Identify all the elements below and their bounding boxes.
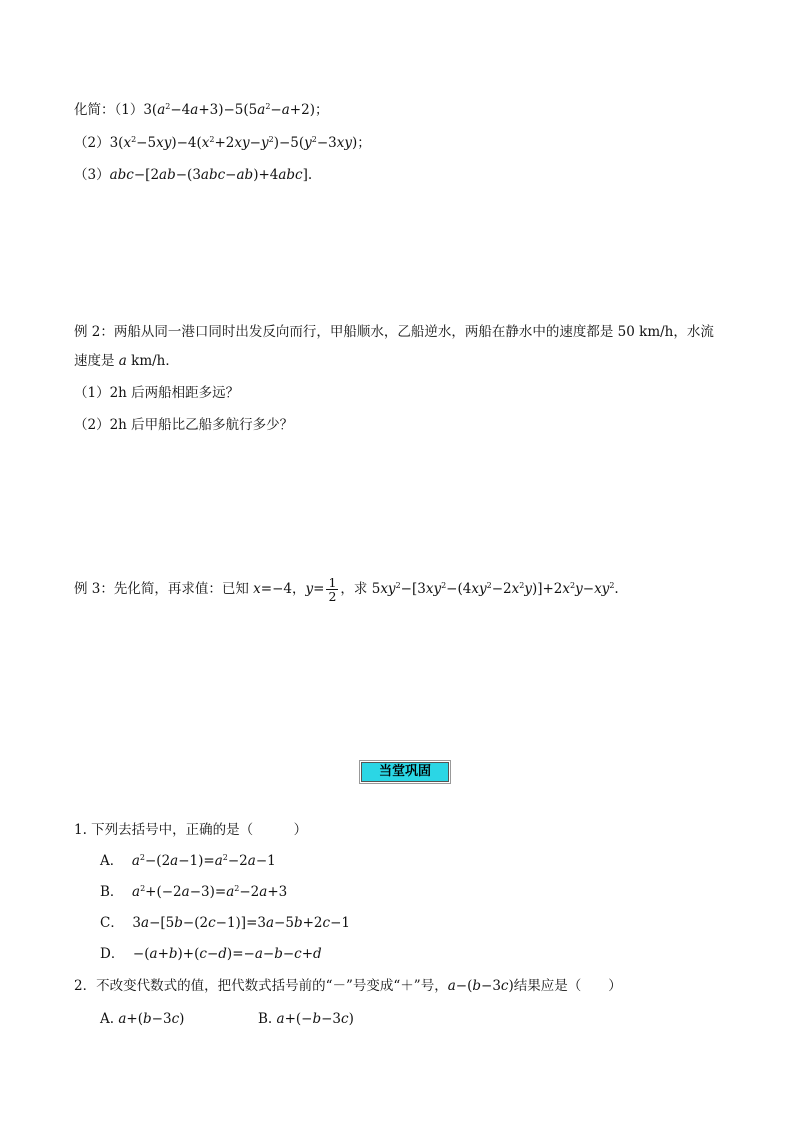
- q2-option-b: B. a+(−b−3c): [258, 1011, 354, 1027]
- q1-option-b: B． $a^2+(-2a-3)=a^2-2a+3$: [100, 884, 288, 900]
- ex2-question-2: （2）2h 后甲船比乙船多航行多少？: [74, 417, 294, 433]
- q1-stem: 1. 下列去括号中，正确的是（ ）: [74, 822, 308, 838]
- q2-stem: 2．不改变代数式的值，把代数式括号前的“－”号变成“＋”号，a−(b−3c)结果应是（ ）: [74, 978, 622, 994]
- ex1-line-2: $(2)3(x^2-5xy)-4(x^2+2xy-y^2)-5(y^2-3xy)$；: [74, 135, 371, 151]
- q1-option-a: A． $a^2-(2a-1)=a^2-2a-1$: [100, 853, 276, 869]
- q2-option-a: A. a+(b−3c): [100, 1011, 185, 1027]
- ex1-line-1: 化简：$(1)3(a^2-4a+3)-5(5a^2-a+2)$；: [74, 102, 329, 118]
- ex2-line-1: 例 2：两船从同一港口同时出发反向而行，甲船顺水，乙船逆水，两船在静水中的速度都是 50 km/h，水流: [74, 324, 714, 340]
- q1-option-d: D． −(a+b)+(c−d)=−a−b−c+d: [100, 946, 322, 962]
- ex3-line: 例 3：先化简，再求值：已知 x=−4，y= $\frac{1}{2}$ ，求 $5xy^2-[3xy^2-(4xy^2-2x^2y)]+2x^2y-xy^2$.: [74, 575, 619, 604]
- ex1-line-3: （3）abc−[2ab−(3abc−ab)+4abc].: [74, 167, 313, 183]
- fraction-one-half: $\frac{1}{2}$: [328, 575, 337, 604]
- section-title-badge: 当堂巩固: [361, 762, 449, 782]
- ex2-question-1: （1）2h 后两船相距多远？: [74, 385, 240, 401]
- q1-option-c: C． 3a−[5b−(2c−1)]=3a−5b+2c−1: [100, 915, 350, 931]
- ex2-line-2: 速度是 a km/h．: [74, 353, 179, 369]
